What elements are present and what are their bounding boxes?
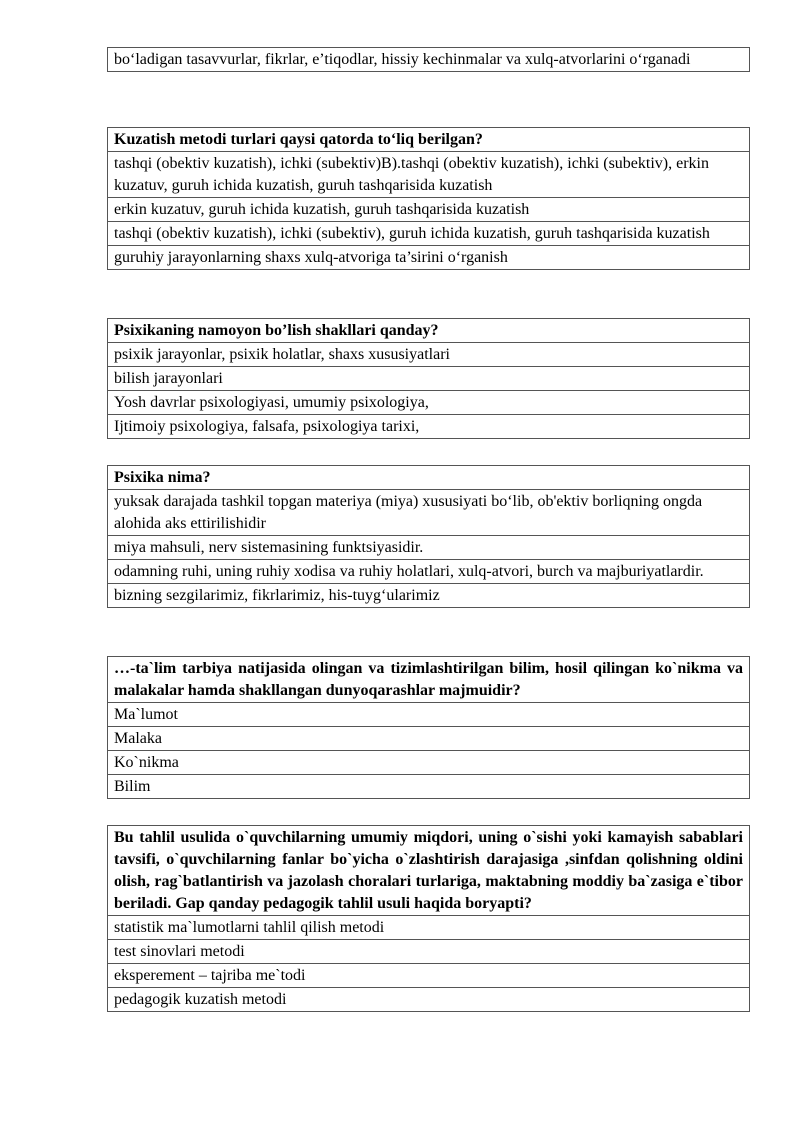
answer-option: yuksak darajada tashkil topgan materiya (miya) xususiyati bo‘lib, ob'ektiv borliqning ongda alohida aks ettirilishidir [108, 490, 750, 536]
question-text: Bu tahlil usulida o`quvchilarning umumiy miqdori, uning o`sishi yoki kamayish sabablari tavsifi, o`quvchilarning fanlar bo`yicha o`zlashtirish darajasiga ,sinfdan qolishning oldini olish, rag`batlantirish va jazolash choralari turlariga, maktabning moddiy ba`zasiga e`tibor beriladi. Gap qanday pedagogik tahlil usuli haqida boryapti? [108, 826, 750, 916]
answer-option: bo‘ladigan tasavvurlar, fikrlar, e’tiqodlar, hissiy kechinmalar va xulq-atvorlarini o‘rganadi [108, 48, 750, 72]
answer-option: psixik jarayonlar, psixik holatlar, shaxs xususiyatlari [108, 343, 750, 367]
question-block-0 [107, 47, 750, 72]
question-block-4 [107, 656, 750, 799]
answer-option: tashqi (obektiv kuzatish), ichki (subektiv), guruh ichida kuzatish, guruh tashqarisida kuzatish [108, 222, 750, 246]
question-text: …-ta`lim tarbiya natijasida olingan va tizimlashtirilgan bilim, hosil qilingan ko`nikma va malakalar hamda shakllangan dunyoqarashlar majmuidir? [108, 657, 750, 703]
answer-option: guruhiy jarayonlarning shaxs xulq-atvoriga ta’sirini o‘rganish [108, 246, 750, 270]
answer-option: bizning sezgilarimiz, fikrlarimiz, his-tuyg‘ularimiz [108, 584, 750, 608]
answer-option: Ko`nikma [108, 751, 750, 775]
question-text: Psixika nima? [108, 466, 750, 490]
answer-option: Malaka [108, 727, 750, 751]
answer-option: test sinovlari metodi [108, 940, 750, 964]
question-block-3 [107, 465, 750, 608]
question-block-2 [107, 318, 750, 439]
question-block-5 [107, 825, 750, 1012]
answer-option: pedagogik kuzatish metodi [108, 988, 750, 1012]
question-block-1 [107, 127, 750, 270]
answer-option: odamning ruhi, uning ruhiy xodisa va ruhiy holatlari, xulq-atvori, burch va majburiyatlardir. [108, 560, 750, 584]
answer-option: Ma`lumot [108, 703, 750, 727]
answer-option: Yosh davrlar psixologiyasi, umumiy psixologiya, [108, 391, 750, 415]
answer-option: eksperement – tajriba me`todi [108, 964, 750, 988]
answer-option: bilish jarayonlari [108, 367, 750, 391]
answer-option: statistik ma`lumotlarni tahlil qilish metodi [108, 916, 750, 940]
answer-option: Ijtimoiy psixologiya, falsafa, psixologiya tarixi, [108, 415, 750, 439]
answer-option: Bilim [108, 775, 750, 799]
answer-option: miya mahsuli, nerv sistemasining funktsiyasidir. [108, 536, 750, 560]
question-text: Psixikaning namoyon bo’lish shakllari qanday? [108, 319, 750, 343]
question-text: Kuzatish metodi turlari qaysi qatorda to‘liq berilgan? [108, 128, 750, 152]
answer-option: erkin kuzatuv, guruh ichida kuzatish, guruh tashqarisida kuzatish [108, 198, 750, 222]
answer-option: tashqi (obektiv kuzatish), ichki (subektiv)B).tashqi (obektiv kuzatish), ichki (subektiv), erkin kuzatuv, guruh ichida kuzatish, guruh tashqarisida kuzatish [108, 152, 750, 198]
